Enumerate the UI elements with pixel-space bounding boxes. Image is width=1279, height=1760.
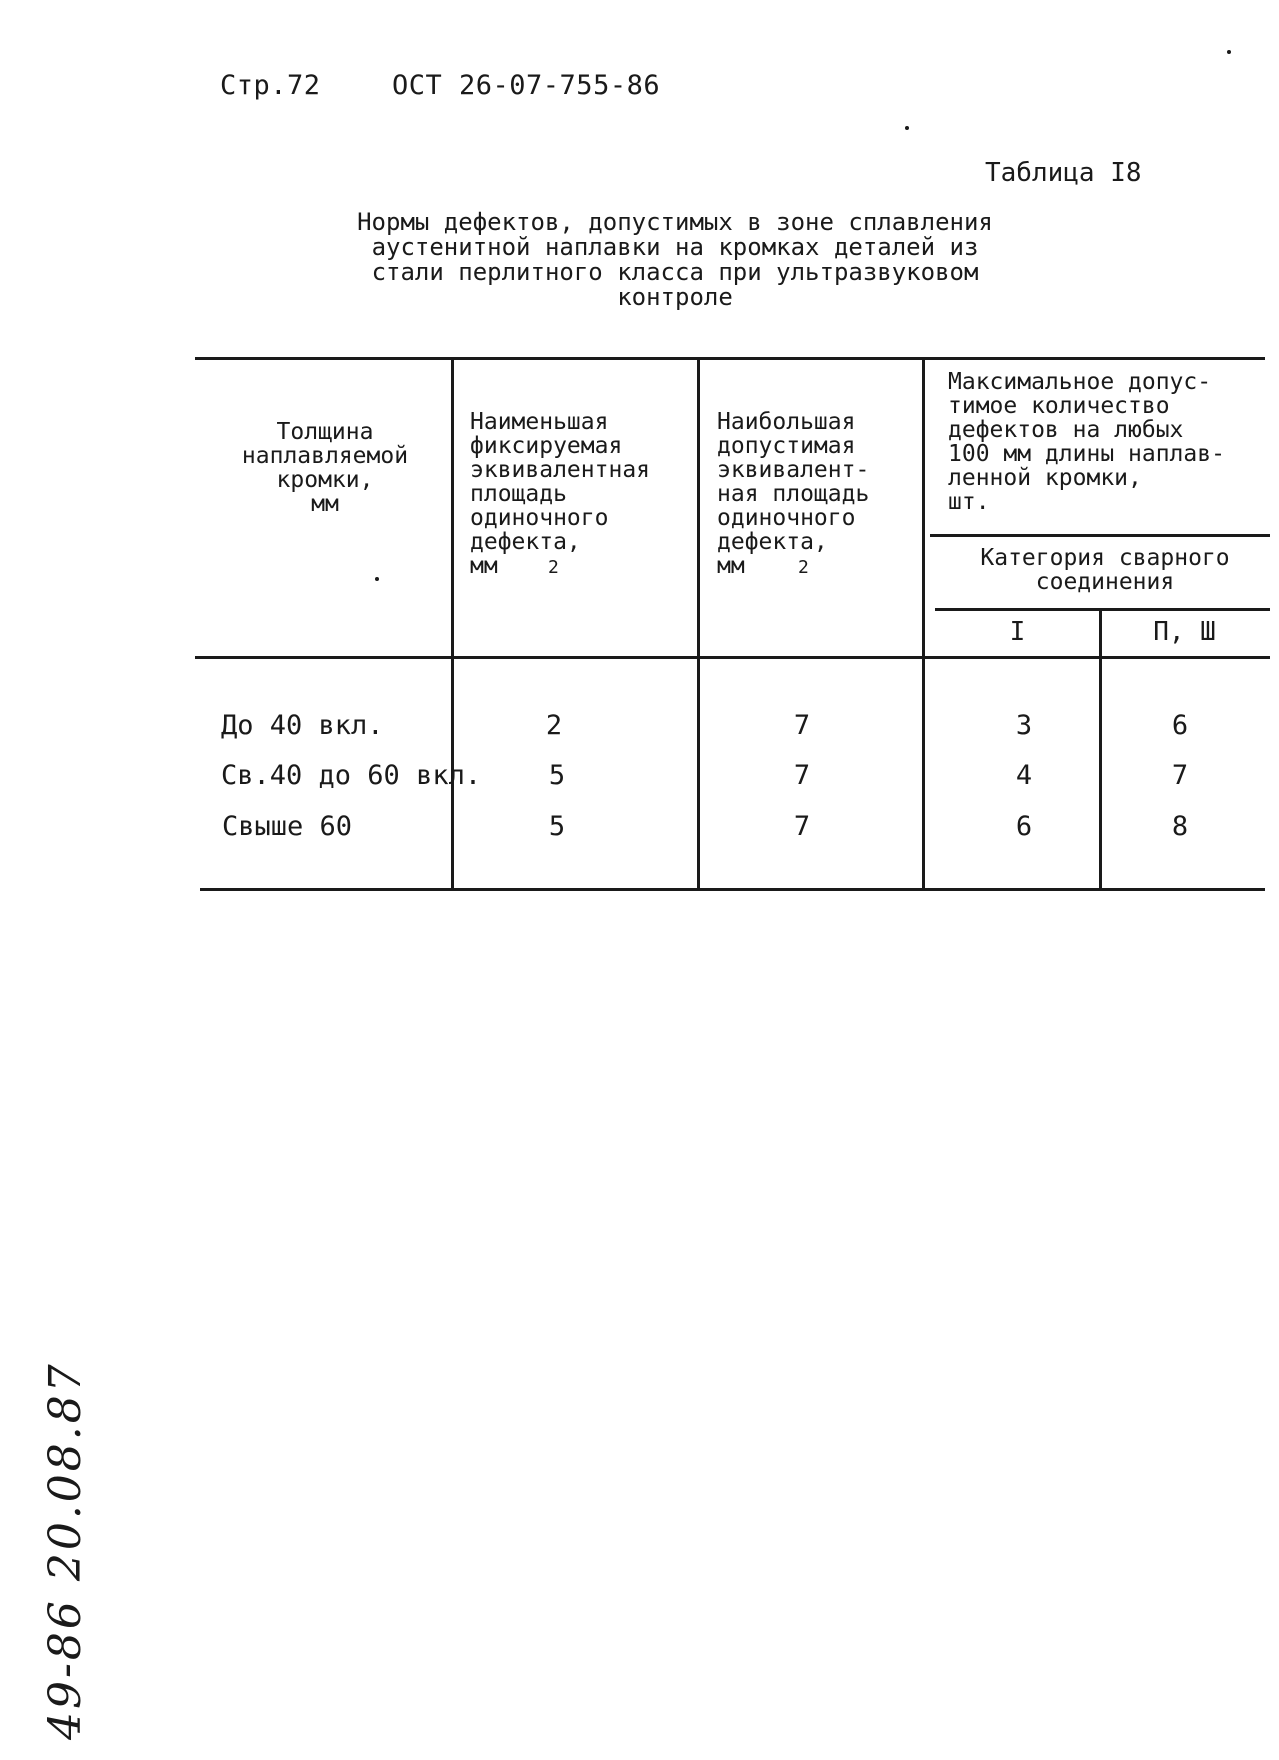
row-min-area: 5 — [548, 811, 566, 842]
row-cat-i: 3 — [1015, 710, 1033, 741]
col-divider-1 — [451, 360, 454, 890]
row-thickness: Св.40 до 60 вкл. — [221, 760, 482, 791]
col-divider-2 — [697, 360, 700, 890]
header-max-area: Наибольшая допустимая эквивалент- ная площадь одиночного дефекта, мм — [717, 409, 870, 579]
table-caption: Нормы дефектов, допустимых в зоне сплавления аустенитной наплавки на кромках деталей из стали перлитного класса при ультразвуковом контроле — [357, 208, 993, 311]
row-cat-i: 4 — [1015, 760, 1033, 791]
row-min-area: 2 — [545, 710, 563, 741]
row-cat-i: 6 — [1015, 811, 1033, 842]
max-count-rule — [930, 534, 1270, 537]
col-divider-3 — [922, 360, 925, 890]
table-number: Таблица I8 — [985, 158, 1142, 188]
row-max-area: 7 — [793, 710, 811, 741]
row-max-area: 7 — [793, 760, 811, 791]
page-number: Стр.72 — [220, 70, 321, 101]
header-bottom-rule — [195, 656, 1270, 659]
row-max-area: 7 — [793, 811, 811, 842]
row-cat-ii-iii: 7 — [1171, 760, 1189, 791]
category-ii-iii: П, Ш — [1153, 617, 1216, 647]
header-max-count: Максимальное допус- тимое количество дефектов на любых 100 мм длины наплав- ленной кромки, шт. — [948, 369, 1225, 515]
row-thickness: Свыше 60 — [222, 811, 353, 842]
scan-speck — [375, 577, 379, 581]
header-max-area-sup: 2 — [798, 557, 809, 578]
table-bottom-rule — [200, 888, 1265, 891]
handwritten-note: 49-86 20.08.87 — [40, 1361, 91, 1740]
row-min-area: 5 — [548, 760, 566, 791]
category-i: I — [1009, 617, 1026, 647]
row-cat-ii-iii: 8 — [1171, 811, 1189, 842]
scan-speck — [1227, 50, 1231, 54]
document-code: ОСТ 26-07-755-86 — [392, 70, 661, 101]
table-top-rule — [195, 357, 1265, 360]
scan-speck — [905, 126, 909, 130]
header-min-area: Наименьшая фиксируемая эквивалентная площадь одиночного дефекта, мм — [470, 409, 651, 579]
row-cat-ii-iii: 6 — [1171, 710, 1189, 741]
col-divider-4 — [1099, 610, 1102, 890]
row-thickness: До 40 вкл. — [221, 710, 384, 741]
header-min-area-sup: 2 — [548, 557, 559, 578]
header-weld-category: Категория сварного соединения — [980, 545, 1230, 595]
category-rule — [935, 608, 1270, 611]
header-thickness: Толщина наплавляемой кромки, мм — [241, 419, 409, 517]
